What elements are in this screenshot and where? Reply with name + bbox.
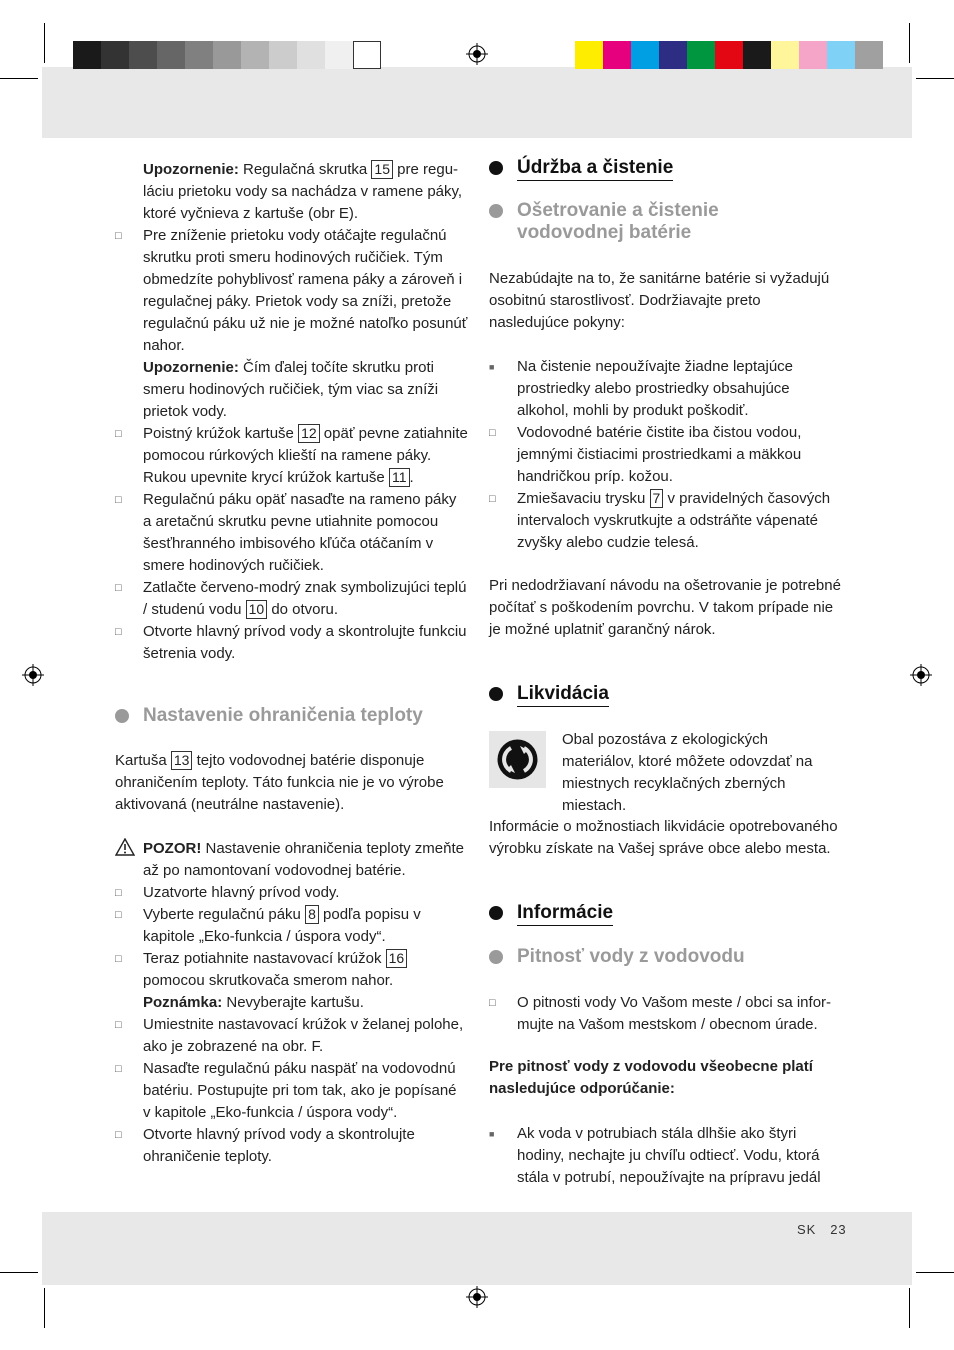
color-swatch-bar bbox=[575, 41, 883, 69]
bullet-square-icon: □ bbox=[115, 582, 122, 594]
warning-triangle-icon bbox=[115, 838, 135, 856]
list-item: □ Teraz potiahnite nastavovací krúžok 16 pomocou skrutkovača smerom nahor. bbox=[143, 948, 468, 992]
note-paragraph: Poznámka: Nevyberajte kartušu. bbox=[143, 994, 364, 1011]
crop-mark bbox=[916, 78, 954, 79]
ref-number: 11 bbox=[389, 468, 410, 487]
heading-dot-icon bbox=[489, 204, 503, 218]
note-paragraph: Upozornenie: Čím ďalej točíte skrutku proti smeru hodinových ručičiek, tým viac sa zníži prietok vody. bbox=[143, 359, 439, 420]
color-swatch bbox=[575, 41, 603, 69]
heading-dot-icon bbox=[489, 950, 503, 964]
color-swatch bbox=[297, 41, 325, 69]
section-heading-maintenance: Údržba a čistenie bbox=[517, 157, 673, 179]
list-item: □ Vodovodné batérie čistite iba čistou vodou, jemnými čistiacimi prostriedkami a mäkkou handričkou príp. kožou. bbox=[489, 424, 802, 485]
list-item: □ Vyberte regulačnú páku 8 podľa popisu v kapitole „Eko-funkcia / úspora vody“. bbox=[115, 906, 421, 945]
ref-number: 7 bbox=[650, 489, 664, 508]
ref-number: 12 bbox=[298, 424, 320, 443]
crop-mark bbox=[44, 23, 45, 63]
ref-number: 10 bbox=[246, 600, 268, 619]
color-swatch bbox=[241, 41, 269, 69]
color-swatch bbox=[129, 41, 157, 69]
color-swatch bbox=[269, 41, 297, 69]
disposal-text: Obal pozostáva z ekologických materiálov, ktoré môžete odovzdať na miestnych recyklačných zberných miestach. bbox=[562, 731, 813, 814]
color-swatch bbox=[855, 41, 883, 69]
ref-number: 15 bbox=[371, 160, 393, 179]
header-band bbox=[42, 67, 912, 138]
disposal-info: Informácie o možnostiach likvidácie opotrebovaného výrobku získate na Vašej správe obce alebo mesta. bbox=[489, 818, 838, 857]
green-dot-icon bbox=[489, 731, 546, 788]
crop-mark bbox=[44, 1288, 45, 1328]
list-item: □ Zmiešavaciu trysku 7 v pravidelných časových intervaloch vyskrutkujte a odstráňte vápenaté zvyšky alebo cudzie telesá. bbox=[489, 490, 831, 551]
registration-mark-icon bbox=[910, 664, 932, 686]
section-heading-disposal: Likvidácia bbox=[517, 683, 609, 705]
bullet-square-icon: □ bbox=[115, 230, 122, 242]
grayscale-swatch-bar bbox=[73, 41, 381, 69]
recommendation-list bbox=[489, 1123, 841, 1189]
color-swatch bbox=[799, 41, 827, 69]
care-outro: Pri nedodržiavaní návodu na ošetrovanie je potrebné počítať s poškodením povrchu. V takom prípade nie je možné uplatniť garančný nárok. bbox=[489, 577, 841, 638]
crop-mark bbox=[916, 1272, 954, 1273]
crop-mark bbox=[909, 23, 910, 63]
ref-number: 16 bbox=[386, 949, 408, 968]
list-item: □ Regulačnú páku opäť nasaďte na rameno páky a aretačnú skrutku pevne utiahnite pomocou šesťhranného imbisového kľúča otáčaním v smere hodinových ručičiek. bbox=[115, 491, 457, 574]
bullet-square-icon: □ bbox=[115, 428, 122, 440]
crop-mark bbox=[0, 78, 38, 79]
subsection-heading-care: Ošetrovanie a čistenie vodovodnej batérie bbox=[517, 200, 817, 244]
list-item: ■ Na čistenie nepoužívajte žiadne leptajúce prostriedky alebo prostriedky obsahujúce alkohol, mohli by produkt poškodiť. bbox=[489, 358, 794, 419]
list-item: □ Zatlačte červeno-modrý znak symbolizujúci teplú / studenú vodu 10 do otvoru. bbox=[115, 579, 467, 618]
color-swatch bbox=[631, 41, 659, 69]
bullet-square-icon: □ bbox=[489, 493, 496, 505]
subsection-heading-potable-water: Pitnosť vody z vodovodu bbox=[517, 946, 745, 968]
list-item: □ Uzatvorte hlavný prívod vody. bbox=[143, 882, 468, 904]
heading-dot-icon bbox=[489, 906, 503, 920]
registration-mark-icon bbox=[22, 664, 44, 686]
color-swatch bbox=[659, 41, 687, 69]
list-item: □ Pre zníženie prietoku vody otáčajte regulačnú skrutku proti smeru hodinových ručičiek. Tým obmedzíte pohyblivosť ramena páky a zároveň i regulačnej páky. Prietok vody sa zníži, pretože regulačnú páku už nie je možné natoľko posunúť nahor. bbox=[115, 227, 468, 354]
crop-mark bbox=[0, 1272, 38, 1273]
bullet-square-icon: □ bbox=[115, 909, 122, 921]
color-swatch bbox=[603, 41, 631, 69]
ref-number: 8 bbox=[305, 905, 319, 924]
bullet-square-icon: □ bbox=[115, 887, 122, 899]
bullet-square-icon: □ bbox=[115, 1019, 122, 1031]
bullet-filled-square-icon: ■ bbox=[489, 362, 495, 372]
recommendation-heading: Pre pitnosť vody z vodovodu všeobecne platí nasledujúce odporúčanie: bbox=[489, 1058, 813, 1097]
color-swatch bbox=[771, 41, 799, 69]
care-list bbox=[489, 356, 841, 554]
list-item: □ Umiestnite nastavovací krúžok v želanej polohe, ako je zobrazené na obr. F. bbox=[115, 1016, 464, 1055]
color-swatch bbox=[185, 41, 213, 69]
bullet-square-icon: □ bbox=[115, 1129, 122, 1141]
bullet-square-icon: □ bbox=[489, 427, 496, 439]
color-swatch bbox=[743, 41, 771, 69]
bullet-square-icon: □ bbox=[489, 997, 496, 1009]
section-heading-information: Informácie bbox=[517, 902, 613, 924]
recycling-logo bbox=[489, 731, 546, 788]
list-item: □ Otvorte hlavný prívod vody a skontrolujte funkciu šetrenia vody. bbox=[115, 623, 467, 662]
bullet-square-icon: □ bbox=[115, 494, 122, 506]
list-item: ■ Ak voda v potrubiach stála dlhšie ako štyri hodiny, nechajte ju chvíľu odtiecť. Vodu, ktorá stála v potrubí, nepoužívajte na prípravu jedál bbox=[489, 1125, 821, 1186]
color-swatch bbox=[827, 41, 855, 69]
list-item: □ O pitnosti vody Vo Vašom meste / obci sa informujte na Vašom mestskom / obecnom úrade. bbox=[489, 994, 832, 1033]
page-number: SK 23 bbox=[797, 1222, 847, 1237]
section-heading: Nastavenie ohraničenia teploty bbox=[143, 705, 423, 727]
crop-mark bbox=[909, 1288, 910, 1328]
left-column-steps bbox=[115, 838, 468, 1168]
color-swatch bbox=[101, 41, 129, 69]
bullet-filled-square-icon: ■ bbox=[489, 1129, 495, 1139]
heading-dot-icon bbox=[489, 161, 503, 175]
bullet-square-icon: □ bbox=[115, 1063, 122, 1075]
registration-mark-icon bbox=[466, 1286, 488, 1308]
color-swatch bbox=[73, 41, 101, 69]
potable-list bbox=[489, 992, 841, 1036]
color-swatch bbox=[325, 41, 353, 69]
left-column-instructions bbox=[115, 159, 468, 665]
color-swatch bbox=[715, 41, 743, 69]
temperature-intro: Kartuša 13 tejto vodovodnej batérie disponuje ohraničením teploty. Táto funkcia nie je vo výrobe aktivovaná (neutrálne nastavenie). bbox=[115, 752, 444, 813]
bullet-square-icon: □ bbox=[115, 953, 122, 965]
care-intro: Nezabúdajte na to, že sanitárne batérie si vyžadujú osobitnú starostlivosť. Dodržiavajte preto nasledujúce pokyny: bbox=[489, 270, 830, 331]
footer-band bbox=[42, 1212, 912, 1285]
registration-mark-icon bbox=[466, 43, 488, 65]
color-swatch bbox=[213, 41, 241, 69]
heading-dot-icon bbox=[489, 687, 503, 701]
ref-number: 13 bbox=[171, 751, 193, 770]
list-item: □ Poistný krúžok kartuše 12 opäť pevne zatiahnite pomocou rúrkových klieští na ramene páky. Rukou upevnite krycí krúžok kartuše 11 . bbox=[115, 425, 468, 486]
warning-paragraph: POZOR! Nastavenie ohraničenia teploty zmeňte až po namontovaní vodovodnej batérie. bbox=[143, 840, 464, 879]
note-paragraph: Upozornenie: Regulačná skrutka 15 pre reguláciu prietoku vody sa nachádza v ramene páky, ktoré vyčnieva z kartuše (obr E). bbox=[143, 161, 463, 222]
bullet-square-icon: □ bbox=[115, 626, 122, 638]
color-swatch bbox=[687, 41, 715, 69]
color-swatch bbox=[353, 41, 381, 69]
heading-dot-icon bbox=[115, 709, 129, 723]
color-swatch bbox=[157, 41, 185, 69]
list-item: □ Otvorte hlavný prívod vody a skontrolujte ohraničenie teploty. bbox=[115, 1126, 415, 1165]
list-item: □ Nasaďte regulačnú páku naspäť na vodovodnú batériu. Postupujte pri tom tak, ako je popísané v kapitole „Eko-funkcia / úspora vody“. bbox=[115, 1060, 457, 1121]
